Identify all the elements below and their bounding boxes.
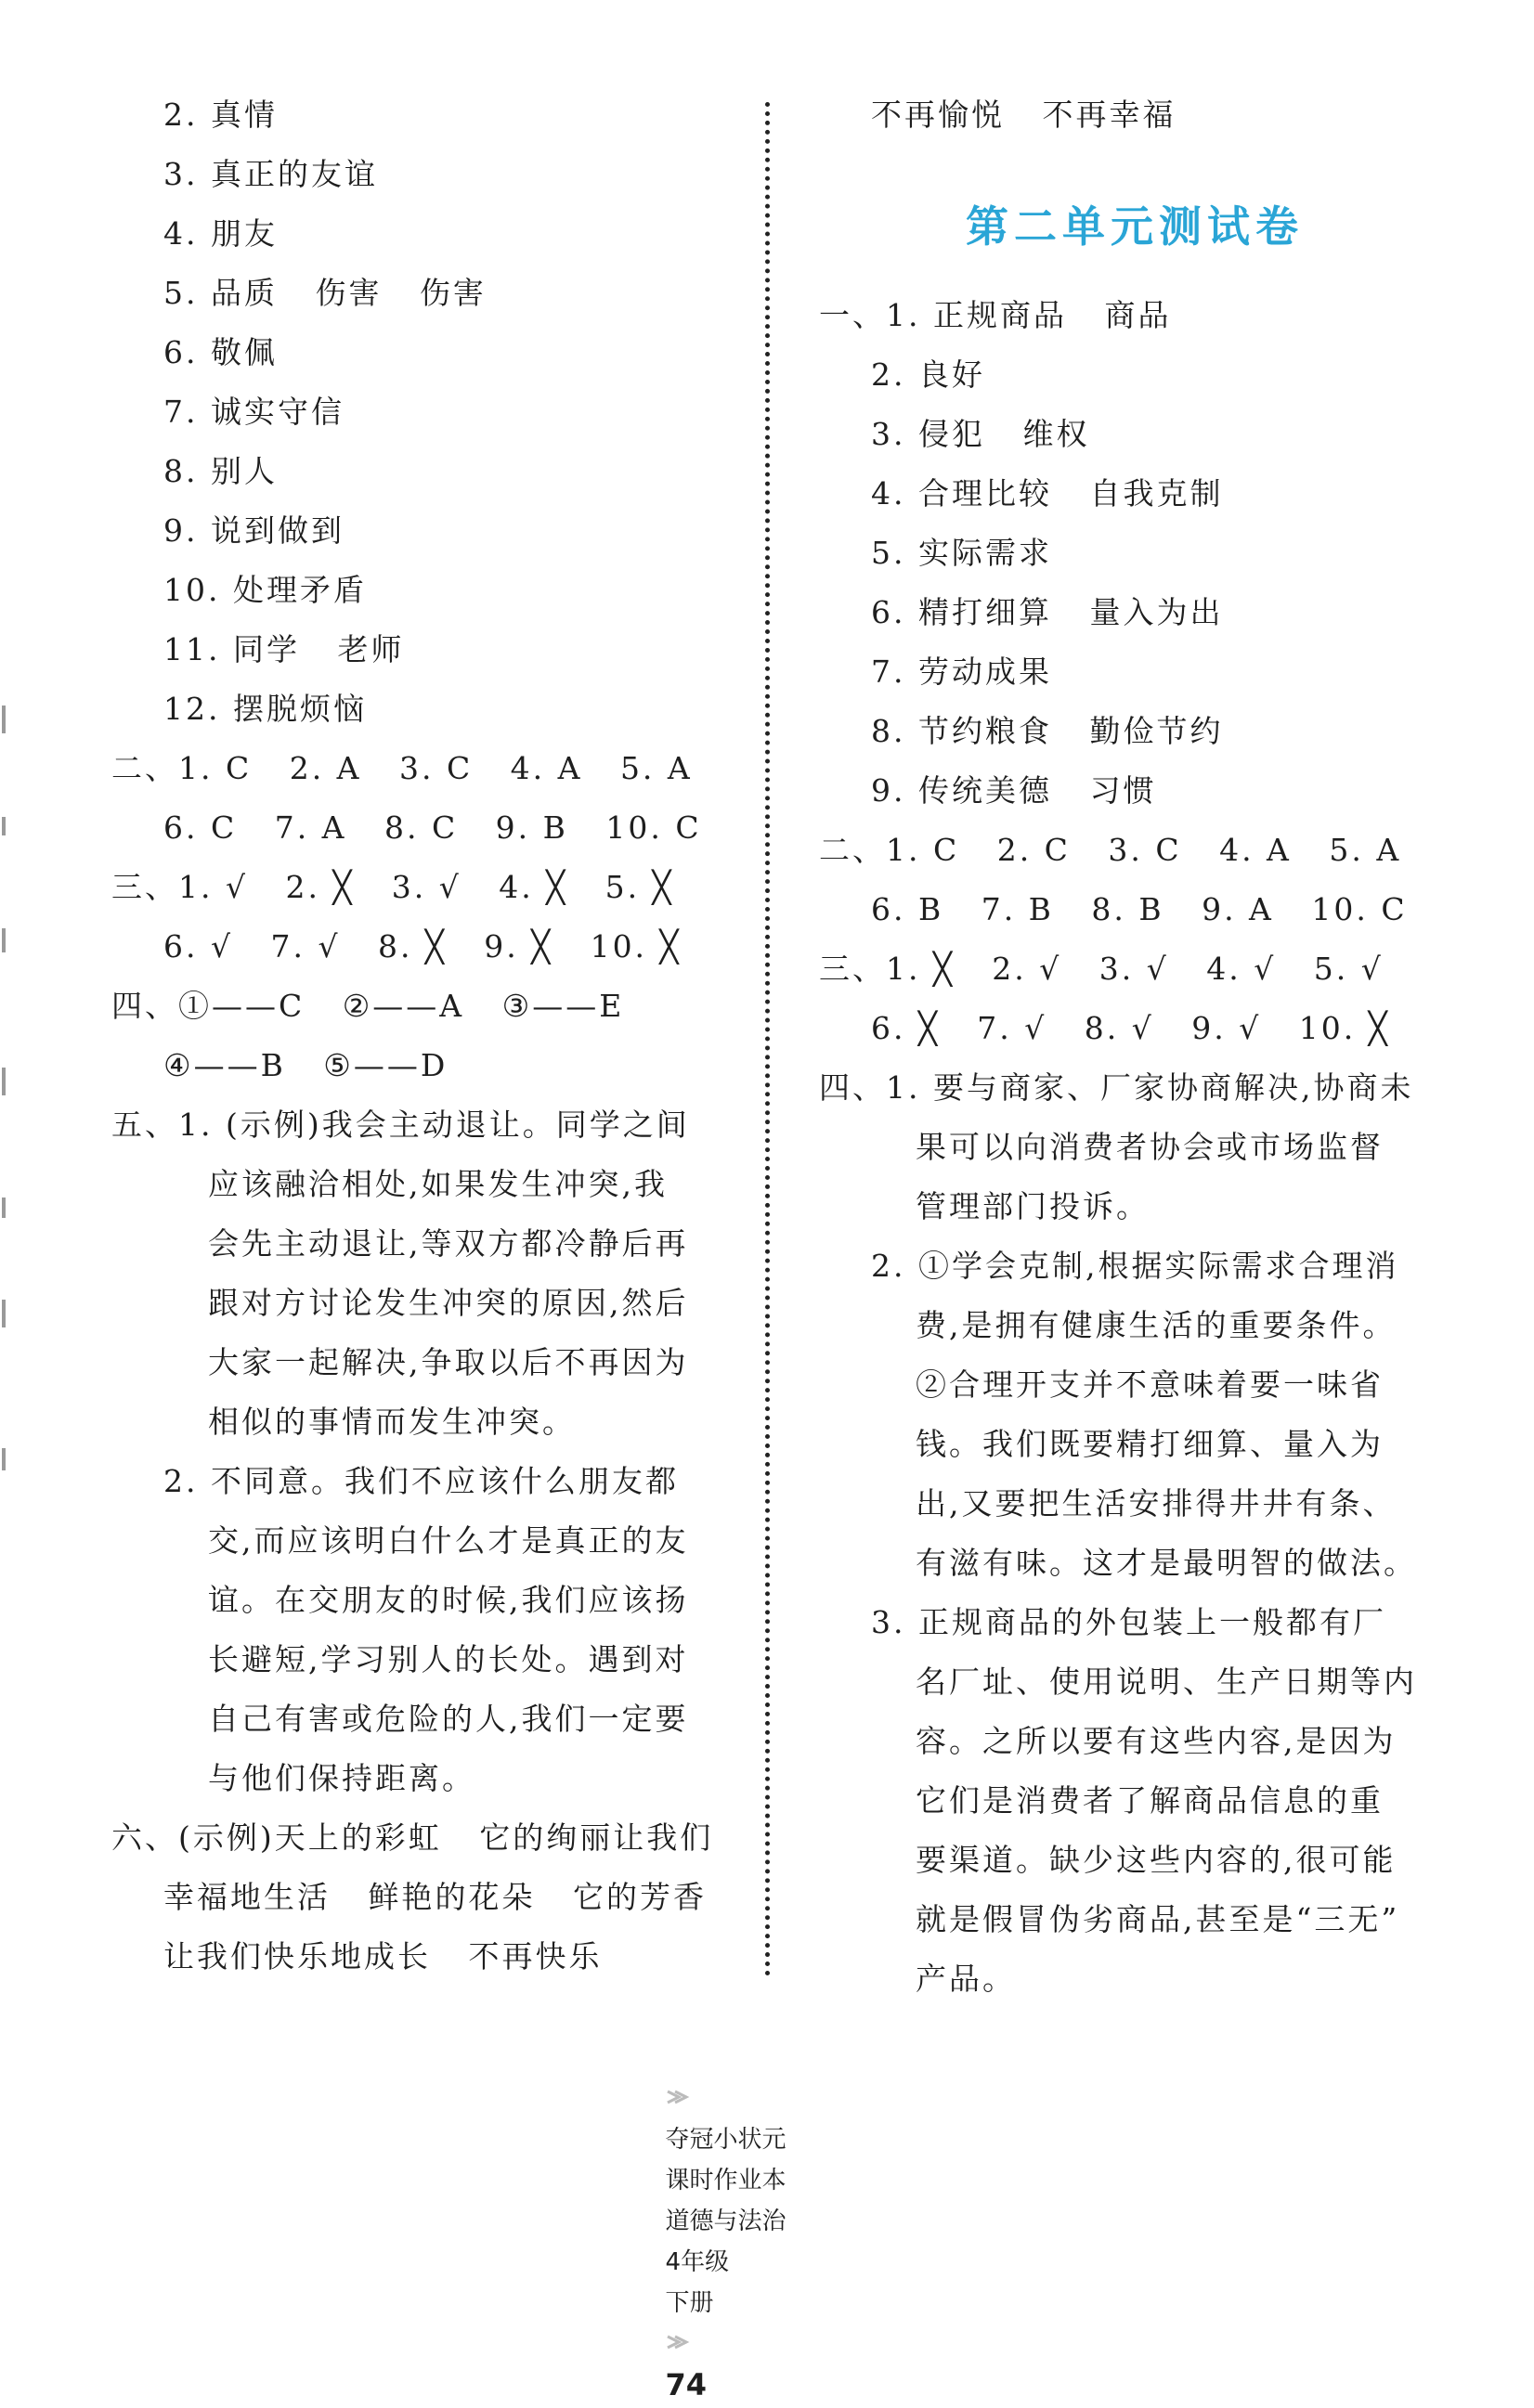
page-edge-mark [2, 817, 6, 835]
answer-line: 12. 摆脱烦恼 [163, 691, 367, 727]
page-edge-mark [2, 1198, 6, 1218]
answer-line: 要渠道。缺少这些内容的,很可能 [916, 1842, 1397, 1878]
answer-line: 3. 正规商品的外包装上一般都有厂 [871, 1604, 1386, 1640]
answer-line: 2. 良好 [871, 356, 985, 393]
answer-line: 8. 节约粮食 勤俭节约 [871, 713, 1224, 749]
answer-line: 就是假冒伪劣商品,甚至是“三无” [916, 1901, 1400, 1937]
answer-line: 7. 诚实守信 [163, 394, 344, 430]
answer-line: 交,而应该明白什么才是真正的友 [208, 1522, 689, 1559]
answer-line: 谊。在交朋友的时候,我们应该扬 [208, 1582, 689, 1618]
chevron-right-icon [666, 2335, 690, 2350]
answer-line: 有滋有味。这才是最明智的做法。 [916, 1545, 1417, 1581]
answer-line: 6. 精打细算 量入为出 [871, 594, 1224, 630]
answer-line: 4. 合理比较 自我克制 [871, 475, 1224, 511]
answer-line: 6. √ 7. √ 8. ╳ 9. ╳ 10. ╳ [163, 928, 682, 964]
answer-line: 自己有害或危险的人,我们一定要 [208, 1701, 689, 1737]
answer-line: 9. 说到做到 [163, 512, 344, 549]
answer-line: 让我们快乐地成长 不再快乐 [163, 1938, 603, 1974]
answer-line: 三、1. ╳ 2. √ 3. √ 4. √ 5. √ [819, 951, 1384, 987]
answer-line: 6. B 7. B 8. B 9. A 10. C [871, 891, 1408, 927]
answer-line: 长避短,学习别人的长处。遇到对 [208, 1641, 689, 1677]
footer-grade: 4年级 [665, 2248, 730, 2276]
answer-line: 3. 侵犯 维权 [871, 416, 1090, 452]
answer-line: ④——B ⑤——D [163, 1047, 448, 1083]
answer-line: 5. 品质 伤害 伤害 [163, 275, 487, 311]
answer-line: 四、1. 要与商家、厂家协商解决,协商未 [819, 1069, 1414, 1106]
answer-line: 跟对方讨论发生冲突的原因,然后 [208, 1285, 689, 1321]
answer-line: 二、1. C 2. A 3. C 4. A 5. A [111, 750, 693, 786]
page-edge-mark [2, 1448, 6, 1470]
answer-line: 果可以向消费者协会或市场监督 [916, 1129, 1384, 1165]
answer-line: 6. C 7. A 8. C 9. B 10. C [163, 809, 702, 846]
footer-book: 课时作业本 [665, 2167, 786, 2194]
answer-line: 11. 同学 老师 [163, 631, 405, 667]
answer-line: 5. 实际需求 [871, 535, 1052, 571]
footer-volume: 下册 [665, 2289, 714, 2317]
answer-line: 9. 传统美德 习惯 [871, 772, 1157, 809]
unit-test-title: 第二单元测试卷 [966, 201, 1304, 252]
answer-line: 不再愉悦 不再幸福 [871, 97, 1176, 133]
page-edge-mark [2, 1068, 6, 1095]
answer-line: 3. 真正的友谊 [163, 156, 378, 192]
answer-line: 2. 真情 [163, 97, 278, 133]
answer-line: 容。之所以要有这些内容,是因为 [916, 1723, 1397, 1759]
page-edge-mark [2, 928, 6, 952]
page-footer [650, 2038, 803, 2402]
page-edge-mark [2, 1300, 6, 1327]
answer-line: 7. 劳动成果 [871, 654, 1052, 690]
page-number: 74 [665, 2367, 708, 2402]
chevron-right-icon [666, 2090, 690, 2104]
answer-line: 三、1. √ 2. ╳ 3. √ 4. ╳ 5. ╳ [111, 869, 674, 905]
answer-line: 四、①——C ②——A ③——E [111, 988, 625, 1024]
answer-line: ②合理开支并不意味着要一味省 [916, 1366, 1384, 1403]
answer-line: 6. 敬佩 [163, 334, 278, 370]
answer-line: 钱。我们既要精打细算、量入为 [916, 1426, 1384, 1462]
answer-line: 一、1. 正规商品 商品 [819, 297, 1172, 333]
answer-line: 4. 朋友 [163, 215, 278, 252]
answer-line: 与他们保持距离。 [208, 1760, 475, 1796]
answer-line: 会先主动退让,等双方都冷静后再 [208, 1225, 689, 1262]
answer-line: 六、(示例)天上的彩虹 它的绚丽让我们 [111, 1819, 714, 1856]
page-edge-mark [2, 706, 6, 733]
answer-line: 10. 处理矛盾 [163, 572, 367, 608]
answer-line: 幸福地生活 鲜艳的花朵 它的芳香 [163, 1879, 707, 1915]
footer-subject: 道德与法治 [665, 2207, 786, 2235]
answer-line: 应该融洽相处,如果发生冲突,我 [208, 1166, 668, 1202]
answer-line: 大家一起解决,争取以后不再因为 [208, 1344, 689, 1380]
column-divider [765, 102, 770, 1977]
answer-line: 出,又要把生活安排得井井有条、 [916, 1485, 1397, 1521]
footer-brand: 夺冠小状元 [665, 2126, 786, 2154]
answer-line: 2. 不同意。我们不应该什么朋友都 [163, 1463, 679, 1499]
answer-line: 6. ╳ 7. √ 8. √ 9. √ 10. ╳ [871, 1010, 1390, 1046]
answer-line: 五、1. (示例)我会主动退让。同学之间 [111, 1107, 690, 1143]
answer-line: 名厂址、使用说明、生产日期等内 [916, 1664, 1417, 1700]
answer-line: 8. 别人 [163, 453, 278, 489]
answer-line: 费,是拥有健康生活的重要条件。 [916, 1307, 1397, 1343]
answer-line: 相似的事情而发生冲突。 [208, 1404, 576, 1440]
answer-line: 管理部门投诉。 [916, 1188, 1150, 1224]
answer-line: 2. ①学会克制,根据实际需求合理消 [871, 1248, 1399, 1284]
answer-line: 它们是消费者了解商品信息的重 [916, 1782, 1384, 1819]
answer-line: 二、1. C 2. C 3. C 4. A 5. A [819, 832, 1402, 868]
answer-line: 产品。 [916, 1961, 1016, 1997]
